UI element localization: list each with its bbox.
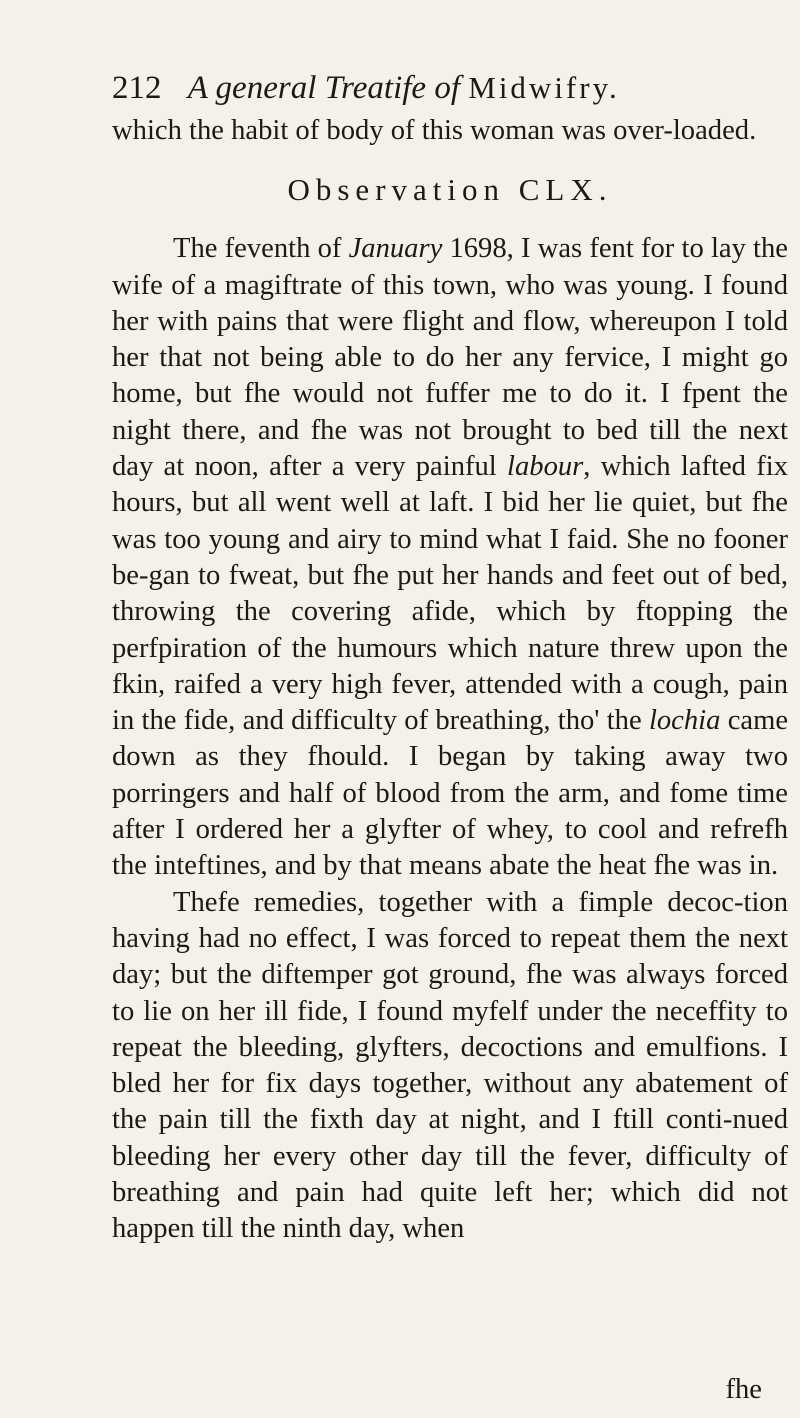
section-heading: Observation CLX. [287, 172, 613, 208]
page-number: 212 [112, 70, 162, 106]
paragraph: Thefe remedies, together with a fimple decoc-tion having had no effect, I was forced to repeat them the next day; but the diftemper got ground, fhe was always forced to lie on her ill fide, I found myfelf under the neceffity to repeat the bleeding, glyfters, decoctions and emulfions. I bled her for fix days together, without any abatement of the pain till the fixth day at night, and I ftill conti-nued bleeding her every other day till the fever, difficulty of breathing and pain had quite left her; which did not happen till the ninth day, when [112, 886, 788, 1245]
text-run: The feventh of [173, 233, 349, 265]
paragraph [112, 231, 788, 884]
running-title-of: of [434, 70, 460, 106]
text-run: came down as they fhould. I began by taking away two porringers and half of blood from the arm, and fome time after I ordered her a glyfter of whey, to cool and refrefh the inteftines, and by that means abate the heat fhe was in. [112, 705, 789, 882]
running-title: A general Treatife [187, 70, 427, 106]
paragraph-continuation: which the habit of body of this woman was over-loaded. [112, 115, 757, 146]
running-title-subject: Midwifry. [468, 70, 620, 105]
text-run-italic: labour [507, 451, 584, 483]
text-run-italic: January [348, 233, 443, 265]
body-text [112, 113, 788, 1248]
running-header [112, 68, 792, 108]
catchword: fhe [725, 1374, 762, 1405]
text-run: 1698, I was fent for to lay the wife of a magiftrate of this town, who was young. I found her with pains that were flight and flow, whereupon I told her that not being able to do her any fervice, I might go home, but fhe would not fuffer me to do it. I fpent the night there, and fhe was not brought to bed till the next day at noon, after a very painful [112, 233, 788, 483]
text-run: , which lafted fix hours, but all went well at laft. I bid her lie quiet, but fhe was too young and airy to mind what I faid. She no fooner be-gan to fweat, but fhe put her hands and feet out of bed, throwing the covering afide, which by ftopping the perfpiration of the humours which nature threw upon the fkin, raifed a very high fever, attended with a cough, pain in the fide, and difficulty of breathing, tho' the [112, 451, 788, 737]
text-run-italic: lochia [648, 705, 721, 737]
